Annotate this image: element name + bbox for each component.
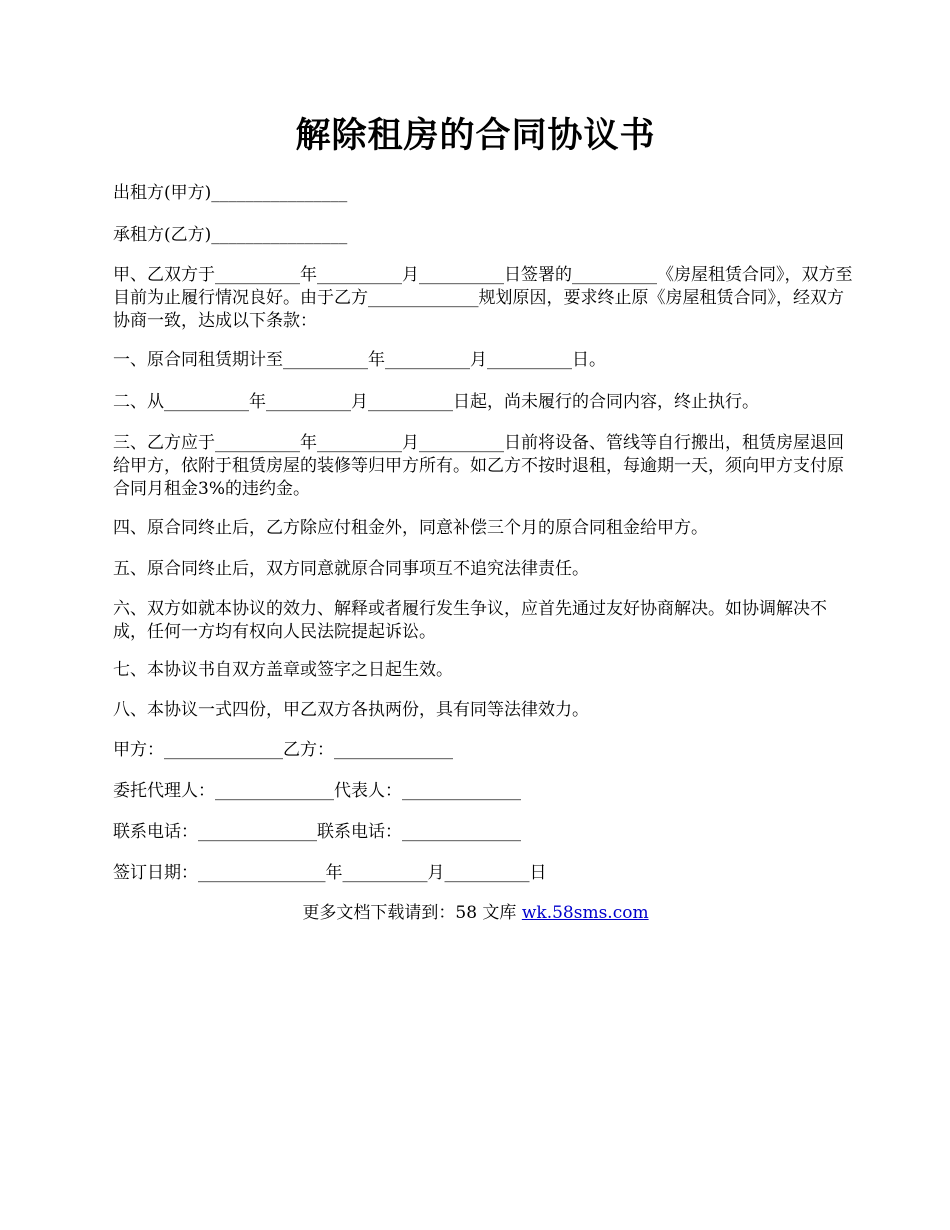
lessor-line: 出租方(甲方)________________: [113, 183, 348, 203]
footer: [113, 902, 838, 925]
signature-date: 签订日期：_______________年__________月__________日: [113, 863, 547, 883]
signature-agents: 委托代理人：______________代表人：______________: [113, 781, 521, 801]
footer-text: 更多文档下载请到：58 文库: [302, 903, 522, 923]
footer-link[interactable]: wk.58sms.com: [521, 903, 649, 923]
clause-7: 七、本协议书自双方盖章或签字之日起生效。: [113, 660, 453, 680]
clause-5: 五、原合同终止后，双方同意就原合同事项互不追究法律责任。: [113, 559, 589, 579]
clause-6: 六、双方如就本协议的效力、解释或者履行发生争议，应首先通过友好协商解决。如协调解决不成，任何一方均有权向人民法院提起诉讼。: [113, 599, 827, 642]
clause-4: 四、原合同终止后，乙方除应付租金外，同意补偿三个月的原合同租金给甲方。: [113, 518, 708, 538]
clause-2: 二、从__________年__________月__________日起，尚未履行的合同内容，终止执行。: [113, 392, 759, 412]
lessee-line: 承租方(乙方)________________: [113, 225, 348, 245]
intro-paragraph: 甲、乙双方于__________年__________月__________日签署的__________《房屋租赁合同》，双方至目前为止履行情况良好。由于乙方_____________规划原因，要求终止原《房屋租赁合同》，经双方协商一致，达成以下条款：: [113, 265, 853, 331]
document-title: 解除租房的合同协议书: [295, 115, 656, 156]
signature-parties: 甲方：______________乙方：______________: [113, 740, 453, 760]
clause-3: 三、乙方应于__________年__________月__________日前将设备、管线等自行搬出，租赁房屋退回给甲方，依附于租赁房屋的装修等归甲方所有。如乙方不按时退租，每逾期一天，须向甲方支付原合同月租金3%的违约金。: [113, 433, 844, 499]
clause-1: 一、原合同租赁期计至__________年__________月__________日。: [113, 350, 606, 370]
clause-8: 八、本协议一式四份，甲乙双方各执两份，具有同等法律效力。: [113, 700, 589, 720]
signature-phones: 联系电话：______________联系电话：______________: [113, 822, 521, 842]
